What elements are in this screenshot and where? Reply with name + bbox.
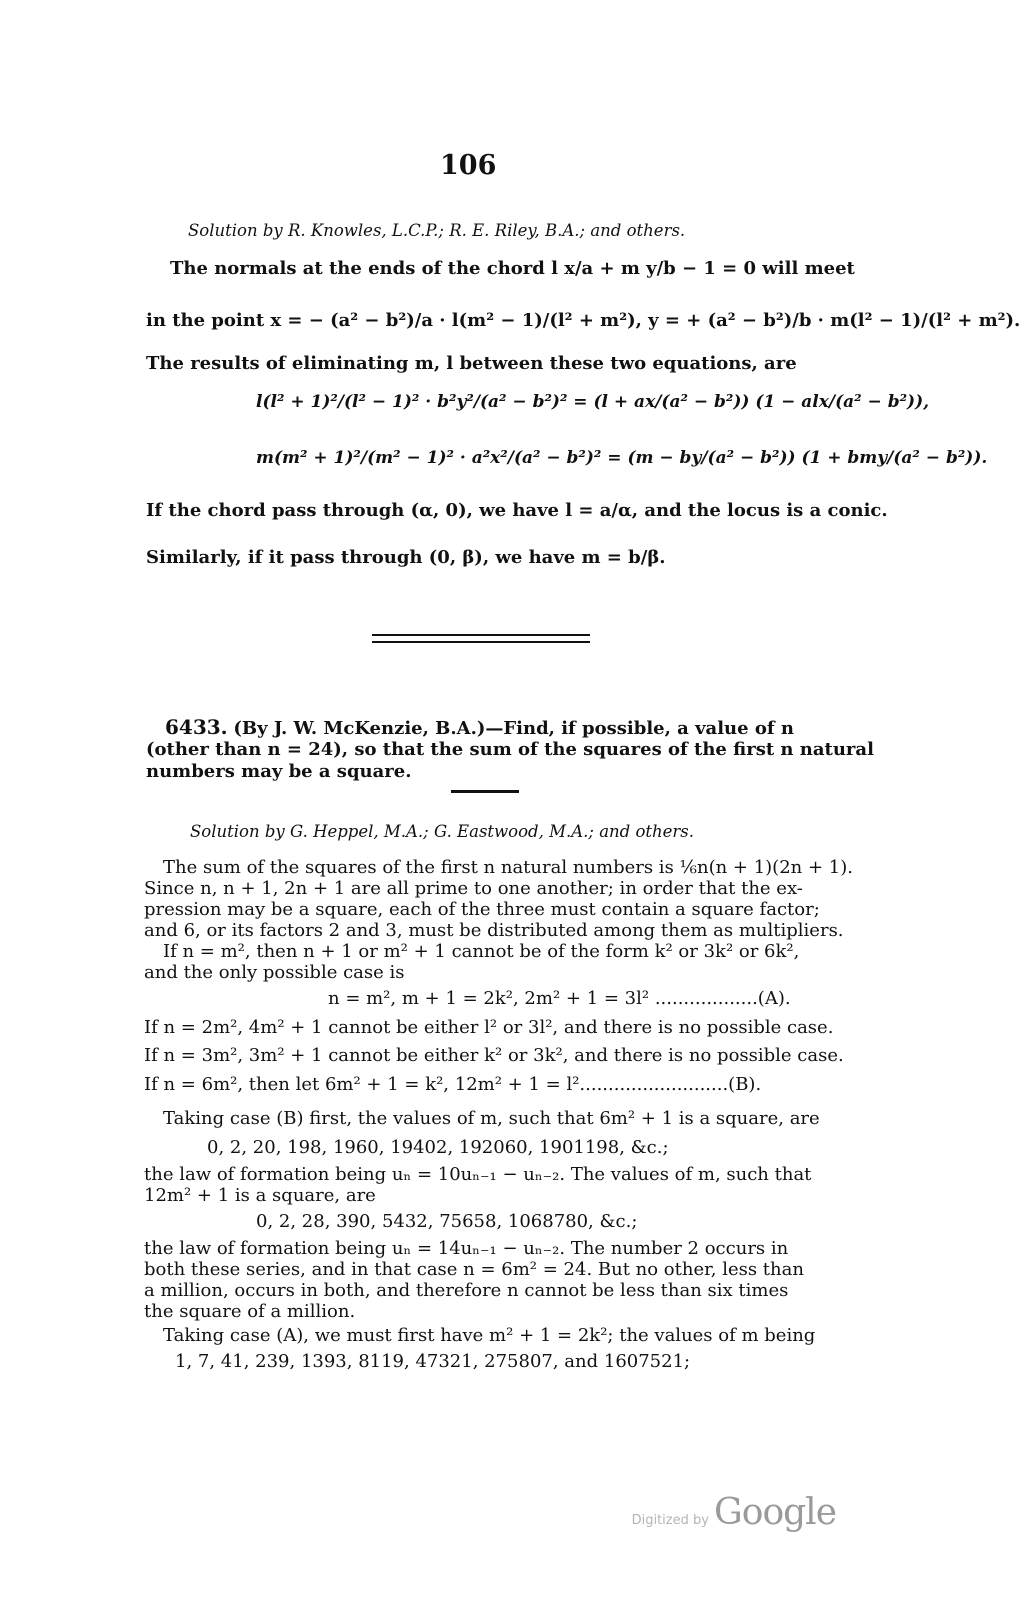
solution-header-2: Solution by G. Heppel, M.A.; G. Eastwood, M.A.; and others.: [190, 822, 695, 841]
question-number: 6433.: [165, 715, 228, 739]
watermark-small: Digitized by: [631, 1513, 709, 1528]
question-text: (other than n = 24), so that the sum of the squares of the first n natural: [146, 739, 874, 760]
question-text: (By J. W. McKenzie, B.A.)—Find, if possible, a value of n: [233, 718, 794, 739]
case-a-equation: n = m², m + 1 = 2k², 2m² + 1 = 3l² ..................(A).: [328, 988, 791, 1009]
digitized-watermark: [632, 1492, 836, 1533]
divider-rule: [372, 634, 590, 636]
text-line: the square of a million.: [144, 1301, 356, 1322]
text-line: If n = m², then n + 1 or m² + 1 cannot be of the form k² or 3k² or 6k²,: [163, 941, 800, 962]
short-rule: [451, 790, 519, 793]
text-line: The sum of the squares of the first n natural numbers is ⅙n(n + 1)(2n + 1).: [163, 857, 853, 878]
series-2: 0, 2, 28, 390, 5432, 75658, 1068780, &c.;: [256, 1211, 638, 1232]
equation-2: m(m² + 1)²/(m² − 1)² · a²x²/(a² − b²)² = (m − by/(a² − b²)) (1 + bmy/(a² − b²)).: [256, 448, 988, 468]
text-line: and the only possible case is: [144, 962, 405, 983]
text-line: the law of formation being uₙ = 14uₙ₋₁ − uₙ₋₂. The number 2 occurs in: [144, 1238, 789, 1259]
text-line: and 6, or its factors 2 and 3, must be distributed among them as multipliers.: [144, 920, 844, 941]
text-line: If n = 3m², 3m² + 1 cannot be either k² or 3k², and there is no possible case.: [144, 1045, 844, 1066]
text-line: the law of formation being uₙ = 10uₙ₋₁ − uₙ₋₂. The values of m, such that: [144, 1164, 812, 1185]
text-line: Taking case (A), we must first have m² + 1 = 2k²; the values of m being: [163, 1325, 816, 1346]
text-line: both these series, and in that case n = 6m² = 24. But no other, less than: [144, 1259, 804, 1280]
text-line: Since n, n + 1, 2n + 1 are all prime to one another; in order that the ex-: [144, 878, 803, 899]
page-number: 106: [440, 150, 497, 181]
text-line: Similarly, if it pass through (0, β), we have m = b/β.: [146, 547, 666, 568]
divider-rule: [372, 641, 590, 643]
equation-1: l(l² + 1)²/(l² − 1)² · b²y²/(a² − b²)² = (l + ax/(a² − b²)) (1 − alx/(a² − b²)),: [256, 392, 930, 412]
series-3: 1, 7, 41, 239, 1393, 8119, 47321, 275807, and 1607521;: [175, 1351, 691, 1372]
text-line: in the point x = − (a² − b²)/a · l(m² − 1)/(l² + m²), y = + (a² − b²)/b · m(l² − 1)/(l² + m²).: [146, 310, 1021, 331]
text-line: The results of eliminating m, l between these two equations, are: [146, 353, 797, 374]
text-line: The normals at the ends of the chord l x/a + m y/b − 1 = 0 will meet: [170, 258, 855, 279]
text-line: Taking case (B) first, the values of m, such that 6m² + 1 is a square, are: [163, 1108, 820, 1129]
text-line: If the chord pass through (α, 0), we have l = a/α, and the locus is a conic.: [146, 500, 888, 521]
google-logo: Google: [714, 1492, 836, 1533]
question-text: numbers may be a square.: [146, 761, 412, 782]
text-line: pression may be a square, each of the three must contain a square factor;: [144, 899, 820, 920]
solution-header-1: Solution by R. Knowles, L.C.P.; R. E. Riley, B.A.; and others.: [188, 221, 686, 240]
text-line: If n = 6m², then let 6m² + 1 = k², 12m² + 1 = l²..........................(B).: [144, 1074, 762, 1095]
text-line: a million, occurs in both, and therefore n cannot be less than six times: [144, 1280, 789, 1301]
series-1: 0, 2, 20, 198, 1960, 19402, 192060, 1901198, &c.;: [207, 1137, 669, 1158]
question-line: [165, 716, 794, 740]
text-line: If n = 2m², 4m² + 1 cannot be either l² or 3l², and there is no possible case.: [144, 1017, 834, 1038]
text-line: 12m² + 1 is a square, are: [144, 1185, 376, 1206]
